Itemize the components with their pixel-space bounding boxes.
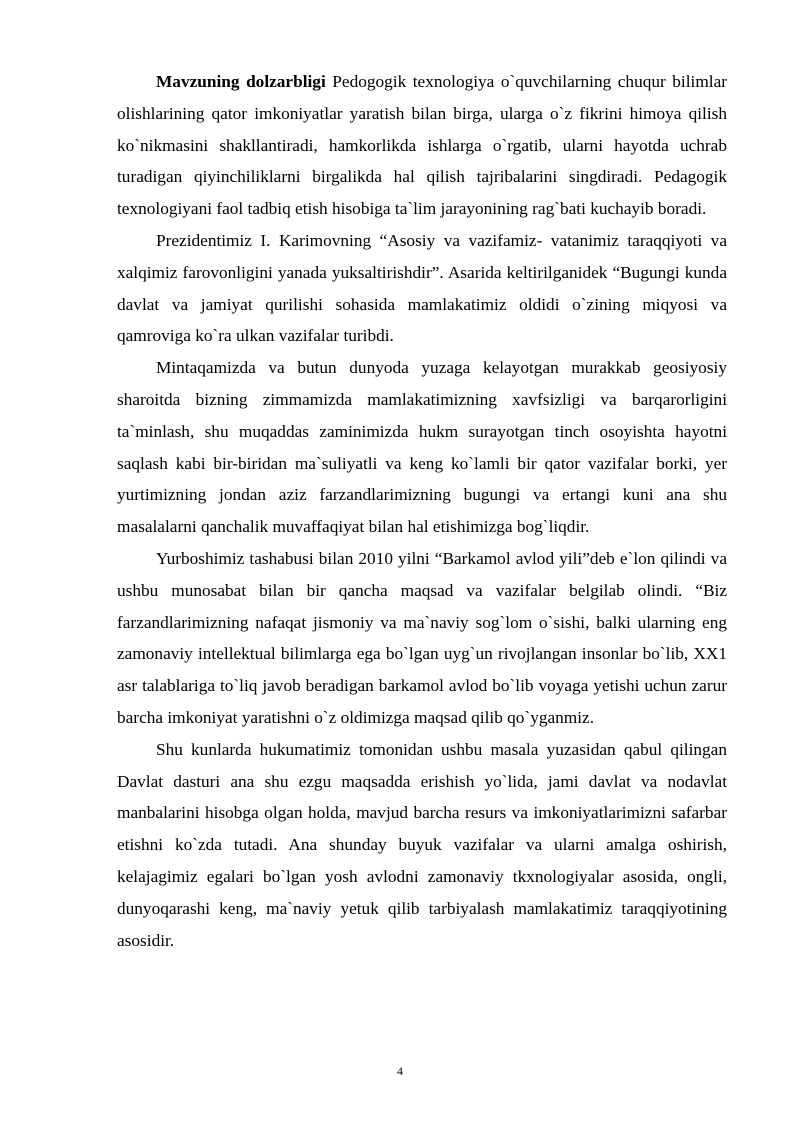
paragraph-relevance bbox=[117, 66, 727, 225]
page-number: 4 bbox=[397, 1064, 403, 1078]
paragraph-text: Yurboshimiz tashabusi bilan 2010 yilni “Barkamol avlod yili”deb e`lon qilindi va ushbu munosabat bilan bir qancha maqsad va vazifalar belgilab olindi. “Biz farzandlarimizning nafaqat jismoniy va ma`naviy sog`lom o`sishi, balki ularning eng zamonaviy intellektual bilimlarga ega bo`lgan uyg`un rivojlangan insonlar bo`lib, XX1 asr talablariga to`liq javob beradigan barkamol avlod bo`lib voyaga yetishi uchun zarur barcha imkoniyat yaratishni o`z oldimizga maqsad qilib qo`yganmiz. bbox=[117, 548, 727, 727]
paragraph-state-program bbox=[117, 734, 727, 957]
paragraph-text: Prezidentimiz I. Karimovning “Asosiy va vazifamiz- vatanimiz taraqqiyoti va xalqimiz farovonligini yanada yuksaltirishdir”. Asarida keltirilganidek “Bugungi kunda davlat va jamiyat qurilishi sohasida mamlakatimiz oldidi o`zining miqyosi va qamroviga ko`ra ulkan vazifalar turibdi. bbox=[117, 230, 727, 346]
document-body bbox=[117, 66, 727, 956]
paragraph-harmonious-generation bbox=[117, 543, 727, 734]
paragraph-text: Pedogogik texnologiya o`quvchilarning chuqur bilimlar olishlarining qator imkoniyatlar yaratish bilan birga, ularga o`z fikrini himoya qilish ko`nikmasini shakllantiradi, hamkorlikda ishlarga o`rgatib, ularni hayotda uchrab turadigan qiyinchiliklarni birgalikda hal qilish tajribalarini singdiradi. Pedagogik texnologiyani faol tadbiq etish hisobiga ta`lim jarayonining rag`bati kuchayib boradi. bbox=[117, 72, 727, 219]
paragraph-heading: Mavzuning dolzarbligi bbox=[156, 72, 326, 91]
paragraph-president-quote bbox=[117, 225, 727, 352]
paragraph-geopolitics bbox=[117, 352, 727, 543]
paragraph-text: Mintaqamizda va butun dunyoda yuzaga kelayotgan murakkab geosiyosiy sharoitda bizning zimmamizda mamlakatimizning xavfsizligi va barqarorligini ta`minlash, shu muqaddas zaminimizda hukm surayotgan tinch osoyishta hayotni saqlash kabi bir-biridan ma`suliyatli va keng ko`lamli bir qator vazifalar borki, yer yurtimizning jondan aziz farzandlarimizning bugungi va ertangi kuni ana shu masalalarni qanchalik muvaffaqiyat bilan hal etishimizga bog`liqdir. bbox=[117, 358, 727, 537]
paragraph-text: Shu kunlarda hukumatimiz tomonidan ushbu masala yuzasidan qabul qilingan Davlat dasturi ana shu ezgu maqsadda erishish yo`lida, jami davlat va nodavlat manbalarini hisobga olgan holda, mavjud barcha resurs va imkoniyatlarimizni safarbar etishni ko`zda tutadi. Ana shunday buyuk vazifalar va ularni amalga oshirish, kelajagimiz egalari bo`lgan yosh avlodni zamonaviy tkxnologiyalar asosida, ongli, dunyoqarashi keng, ma`naviy yetuk qilib tarbiyalash mamlakatimiz taraqqiyotining asosidir. bbox=[117, 739, 727, 950]
